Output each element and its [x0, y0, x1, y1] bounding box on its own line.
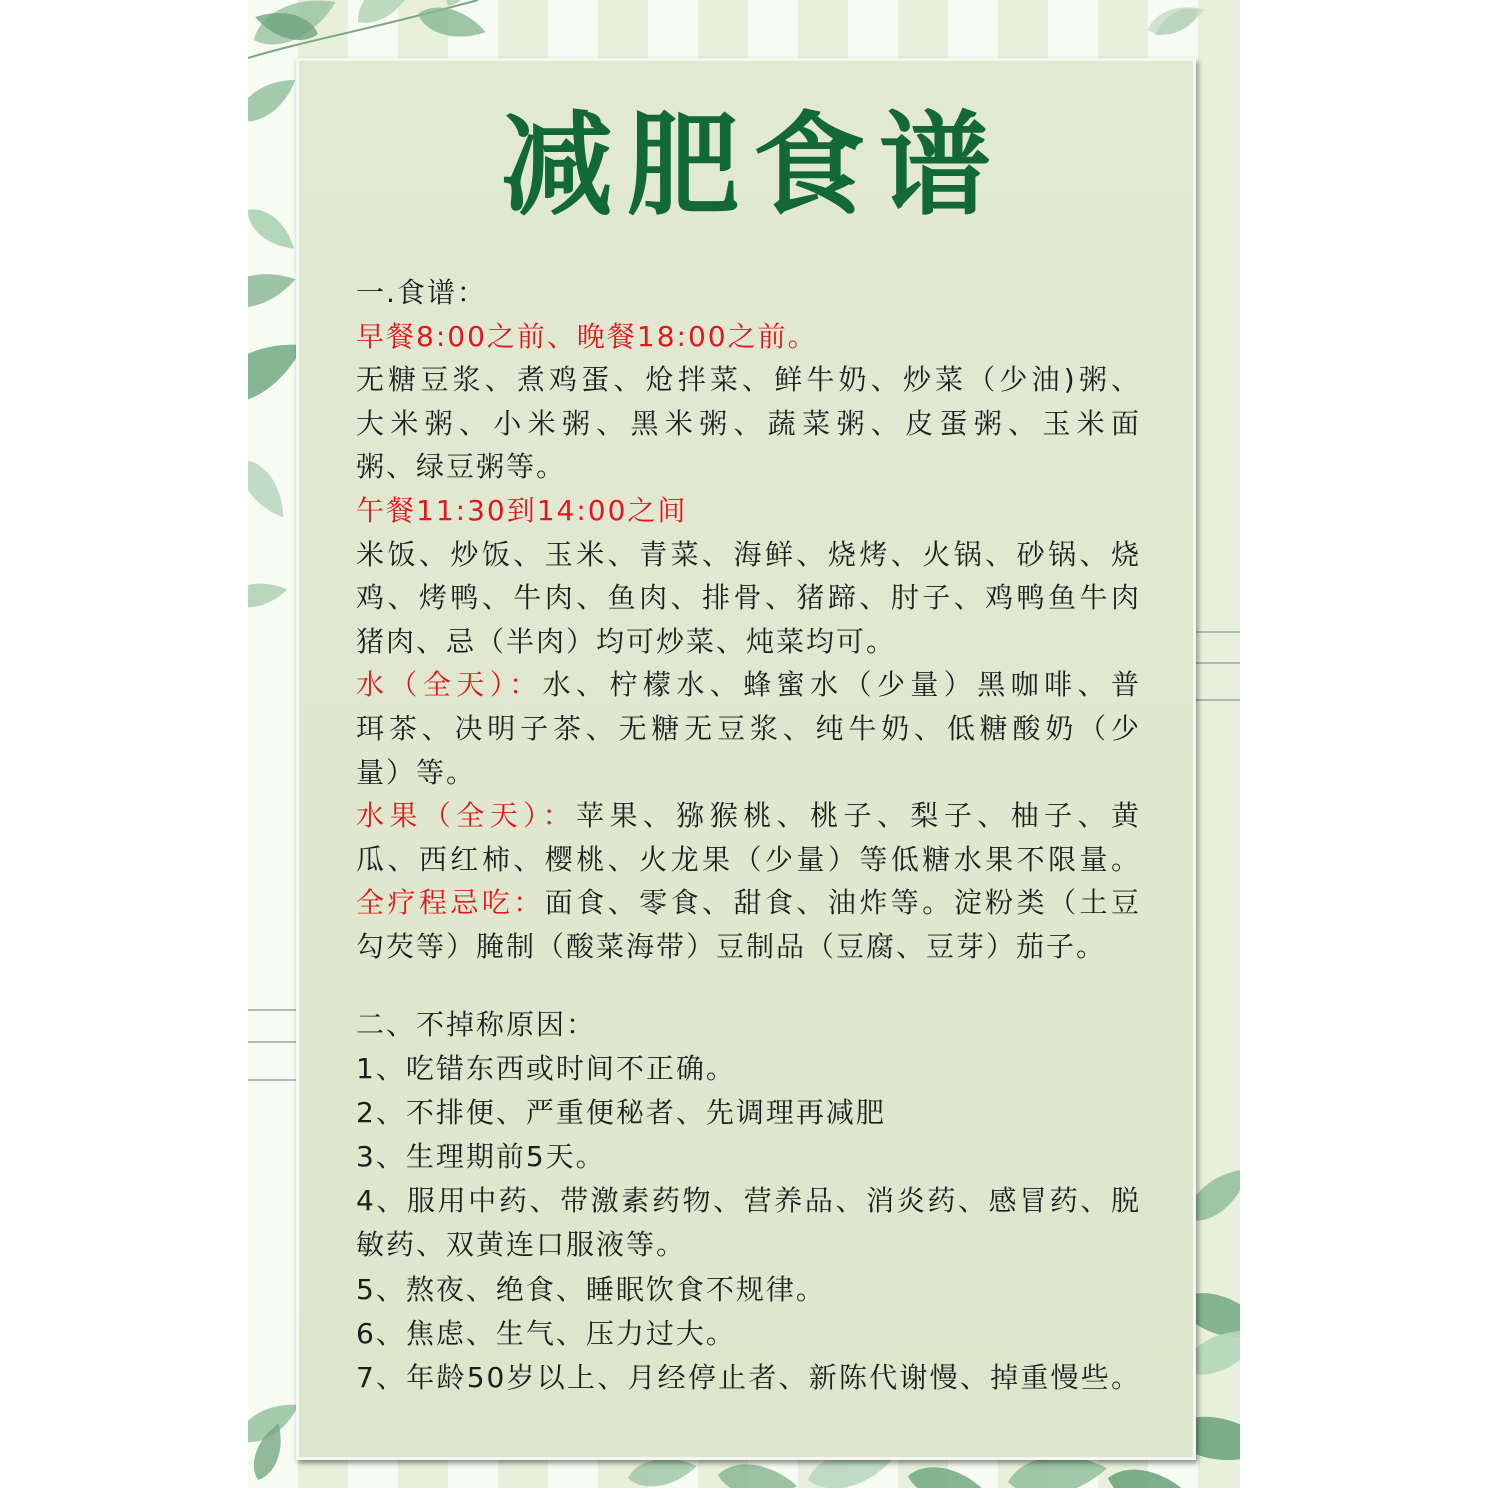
lunch-line: 猪肉、忌（半肉）均可炒菜、炖菜均可。 [356, 624, 897, 658]
lunch-line: 鸡、烤鸭、牛肉、鱼肉、排骨、猪蹄、肘子、鸡鸭鱼牛肉 [356, 581, 1141, 615]
water-line: 量）等。 [356, 755, 477, 789]
avoid-line [356, 881, 1141, 925]
water-line [356, 663, 1141, 707]
content-card [296, 58, 1196, 1460]
section-heading: 二、不掉称原因： [356, 1008, 597, 1041]
reason-item-continued: 敏药、双黄连口服液等。 [356, 1228, 687, 1262]
avoid-line: 勾芡等）腌制（酸菜海带）豆制品（豆腐、豆芽）茄子。 [356, 929, 1107, 963]
breakfast-label: 早餐8:00之前、晚餐18:00之前。 [356, 319, 818, 353]
fruit-line: 瓜、西红柿、樱桃、火龙果（少量）等低糖水果不限量。 [356, 842, 1141, 876]
avoid-text: 面食、零食、甜食、油炸等。淀粉类（土豆 [544, 886, 1141, 920]
lunch-label: 午餐11:30到14:00之间 [356, 493, 688, 527]
reason-item: 2、不排便、严重便秘者、先调理再减肥 [356, 1096, 886, 1130]
reason-item: 5、熬夜、绝食、睡眠饮食不规律。 [356, 1272, 826, 1306]
lunch-line: 米饭、炒饭、玉米、青菜、海鲜、烧烤、火锅、砂锅、烧 [356, 537, 1141, 571]
leaf-decoration-top-left [248, 0, 489, 58]
reason-item: 6、焦虑、生气、压力过大。 [356, 1316, 736, 1350]
breakfast-line: 粥、绿豆粥等。 [356, 450, 567, 484]
poster-title: 减肥食谱 [501, 101, 1005, 231]
section-heading: 一.食谱： [356, 276, 487, 309]
water-line: 珥茶、决明子茶、无糖无豆浆、纯牛奶、低糖酸奶（少 [356, 711, 1141, 745]
leaf-decoration-top-right [1144, 0, 1208, 43]
reason-item: 3、生理期前5天。 [356, 1140, 606, 1174]
fruit-line [356, 794, 1141, 838]
breakfast-line: 无糖豆浆、煮鸡蛋、炝拌菜、鲜牛奶、炒菜（少油)粥、 [356, 363, 1141, 397]
breakfast-line: 大米粥、小米粥、黑米粥、蔬菜粥、皮蛋粥、玉米面 [356, 406, 1141, 440]
fruit-label: 水果（全天）： [356, 799, 577, 833]
fruit-text: 苹果、猕猴桃、桃子、梨子、柚子、黄 [576, 799, 1141, 833]
reason-item: 1、吃错东西或时间不正确。 [356, 1052, 736, 1086]
reason-item: 4、服用中药、带激素药物、营养品、消炎药、感冒药、脱 [356, 1184, 1141, 1218]
poster-background [248, 0, 1240, 1488]
reason-item: 7、年龄50岁以上、月经停止者、新陈代谢慢、掉重慢些。 [356, 1360, 1141, 1394]
avoid-label: 全疗程忌吃： [356, 886, 545, 920]
water-label: 水（全天）： [356, 668, 543, 702]
divider-lines-left [248, 1010, 296, 1080]
section-reasons [356, 1003, 1156, 1400]
divider-lines-right [1196, 632, 1240, 700]
water-text: 水、柠檬水、蜂蜜水（少量）黑咖啡、普 [542, 668, 1141, 702]
section-recipe [356, 271, 1156, 969]
